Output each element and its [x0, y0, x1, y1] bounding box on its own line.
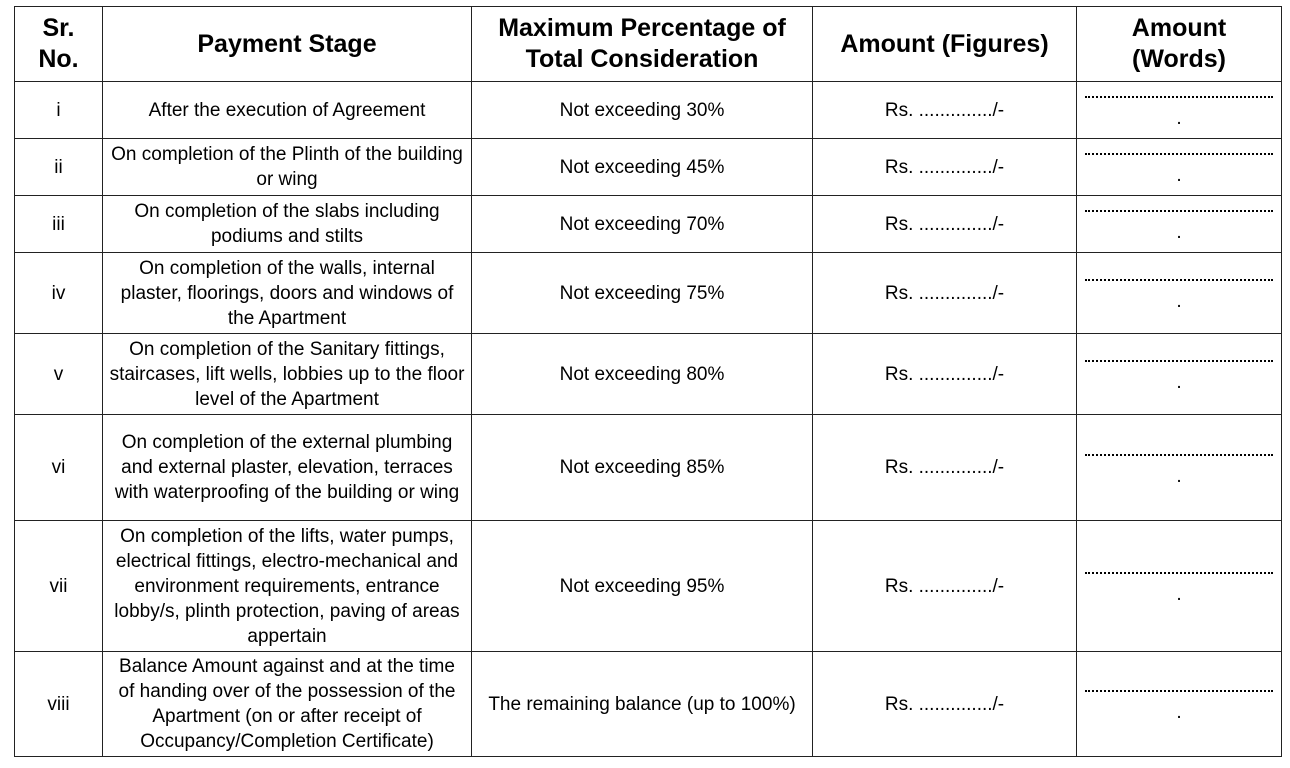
header-max-percentage: Maximum Percentage of Total Consideration	[472, 7, 813, 82]
amount-figures-cell: Rs. ............../-	[813, 196, 1077, 253]
table-row	[15, 82, 1282, 139]
payment-stage-cell: On completion of the lifts, water pumps, electrical fittings, electro-mechanical and environment requirements, entrance lobby/s, plinth protection, paving of areas appertain	[103, 521, 472, 652]
percentage-cell: Not exceeding 30%	[472, 82, 813, 139]
dotted-fill-line	[1085, 454, 1273, 456]
dotted-fill-line	[1085, 96, 1273, 98]
percentage-cell: Not exceeding 80%	[472, 334, 813, 415]
amount-words-cell	[1077, 82, 1282, 139]
percentage-cell: Not exceeding 95%	[472, 521, 813, 652]
dotted-fill-line	[1085, 690, 1273, 692]
amount-words-dot: .	[1176, 291, 1182, 312]
payment-stage-cell: After the execution of Agreement	[103, 82, 472, 139]
percentage-cell: Not exceeding 70%	[472, 196, 813, 253]
sr-no-cell: iv	[15, 253, 103, 334]
header-amount-figures: Amount (Figures)	[813, 7, 1077, 82]
amount-words-cell	[1077, 415, 1282, 521]
table-row	[15, 415, 1282, 521]
amount-words-dot: .	[1176, 108, 1182, 129]
header-amount-words: Amount (Words)	[1077, 7, 1282, 82]
amount-words-cell	[1077, 652, 1282, 757]
amount-figures-cell: Rs. ............../-	[813, 521, 1077, 652]
payment-stage-cell: On completion of the external plumbing and external plaster, elevation, terraces with waterproofing of the building or wing	[103, 415, 472, 521]
payment-stage-cell: On completion of the slabs including podiums and stilts	[103, 196, 472, 253]
amount-words-dot: .	[1176, 222, 1182, 243]
amount-figures-cell: Rs. ............../-	[813, 253, 1077, 334]
amount-words-cell	[1077, 196, 1282, 253]
table-row	[15, 521, 1282, 652]
header-sr-no: Sr. No.	[15, 7, 103, 82]
amount-figures-cell: Rs. ............../-	[813, 82, 1077, 139]
payment-stage-cell: Balance Amount against and at the time of handing over of the possession of the Apartment (on or after receipt of Occupancy/Completion Certificate)	[103, 652, 472, 757]
amount-figures-cell: Rs. ............../-	[813, 652, 1077, 757]
amount-words-cell	[1077, 521, 1282, 652]
sr-no-cell: v	[15, 334, 103, 415]
dotted-fill-line	[1085, 210, 1273, 212]
payment-stage-cell: On completion of the Sanitary fittings, staircases, lift wells, lobbies up to the floor level of the Apartment	[103, 334, 472, 415]
payment-stage-cell: On completion of the walls, internal plaster, floorings, doors and windows of the Apartment	[103, 253, 472, 334]
amount-words-dot: .	[1176, 702, 1182, 723]
amount-figures-cell: Rs. ............../-	[813, 139, 1077, 196]
dotted-fill-line	[1085, 153, 1273, 155]
amount-words-cell	[1077, 253, 1282, 334]
sr-no-cell: ii	[15, 139, 103, 196]
amount-words-dot: .	[1176, 165, 1182, 186]
percentage-cell: Not exceeding 85%	[472, 415, 813, 521]
amount-words-cell	[1077, 334, 1282, 415]
dotted-fill-line	[1085, 572, 1273, 574]
dotted-fill-line	[1085, 279, 1273, 281]
sr-no-cell: vii	[15, 521, 103, 652]
table-row	[15, 652, 1282, 757]
amount-words-dot: .	[1176, 465, 1182, 487]
sr-no-cell: i	[15, 82, 103, 139]
sr-no-cell: viii	[15, 652, 103, 757]
amount-words-dot: .	[1176, 372, 1182, 393]
payment-schedule-table	[14, 6, 1282, 757]
amount-words-dot: .	[1176, 584, 1182, 605]
table-row	[15, 334, 1282, 415]
table-row	[15, 253, 1282, 334]
sr-no-cell: vi	[15, 415, 103, 521]
percentage-cell: The remaining balance (up to 100%)	[472, 652, 813, 757]
amount-figures-cell: Rs. ............../-	[813, 334, 1077, 415]
payment-stage-cell: On completion of the Plinth of the building or wing	[103, 139, 472, 196]
dotted-fill-line	[1085, 360, 1273, 362]
percentage-cell: Not exceeding 45%	[472, 139, 813, 196]
table-row	[15, 139, 1282, 196]
amount-words-cell	[1077, 139, 1282, 196]
header-payment-stage: Payment Stage	[103, 7, 472, 82]
header-row	[15, 7, 1282, 82]
percentage-cell: Not exceeding 75%	[472, 253, 813, 334]
amount-figures-cell: Rs. ............../-	[813, 415, 1077, 521]
table-row	[15, 196, 1282, 253]
sr-no-cell: iii	[15, 196, 103, 253]
